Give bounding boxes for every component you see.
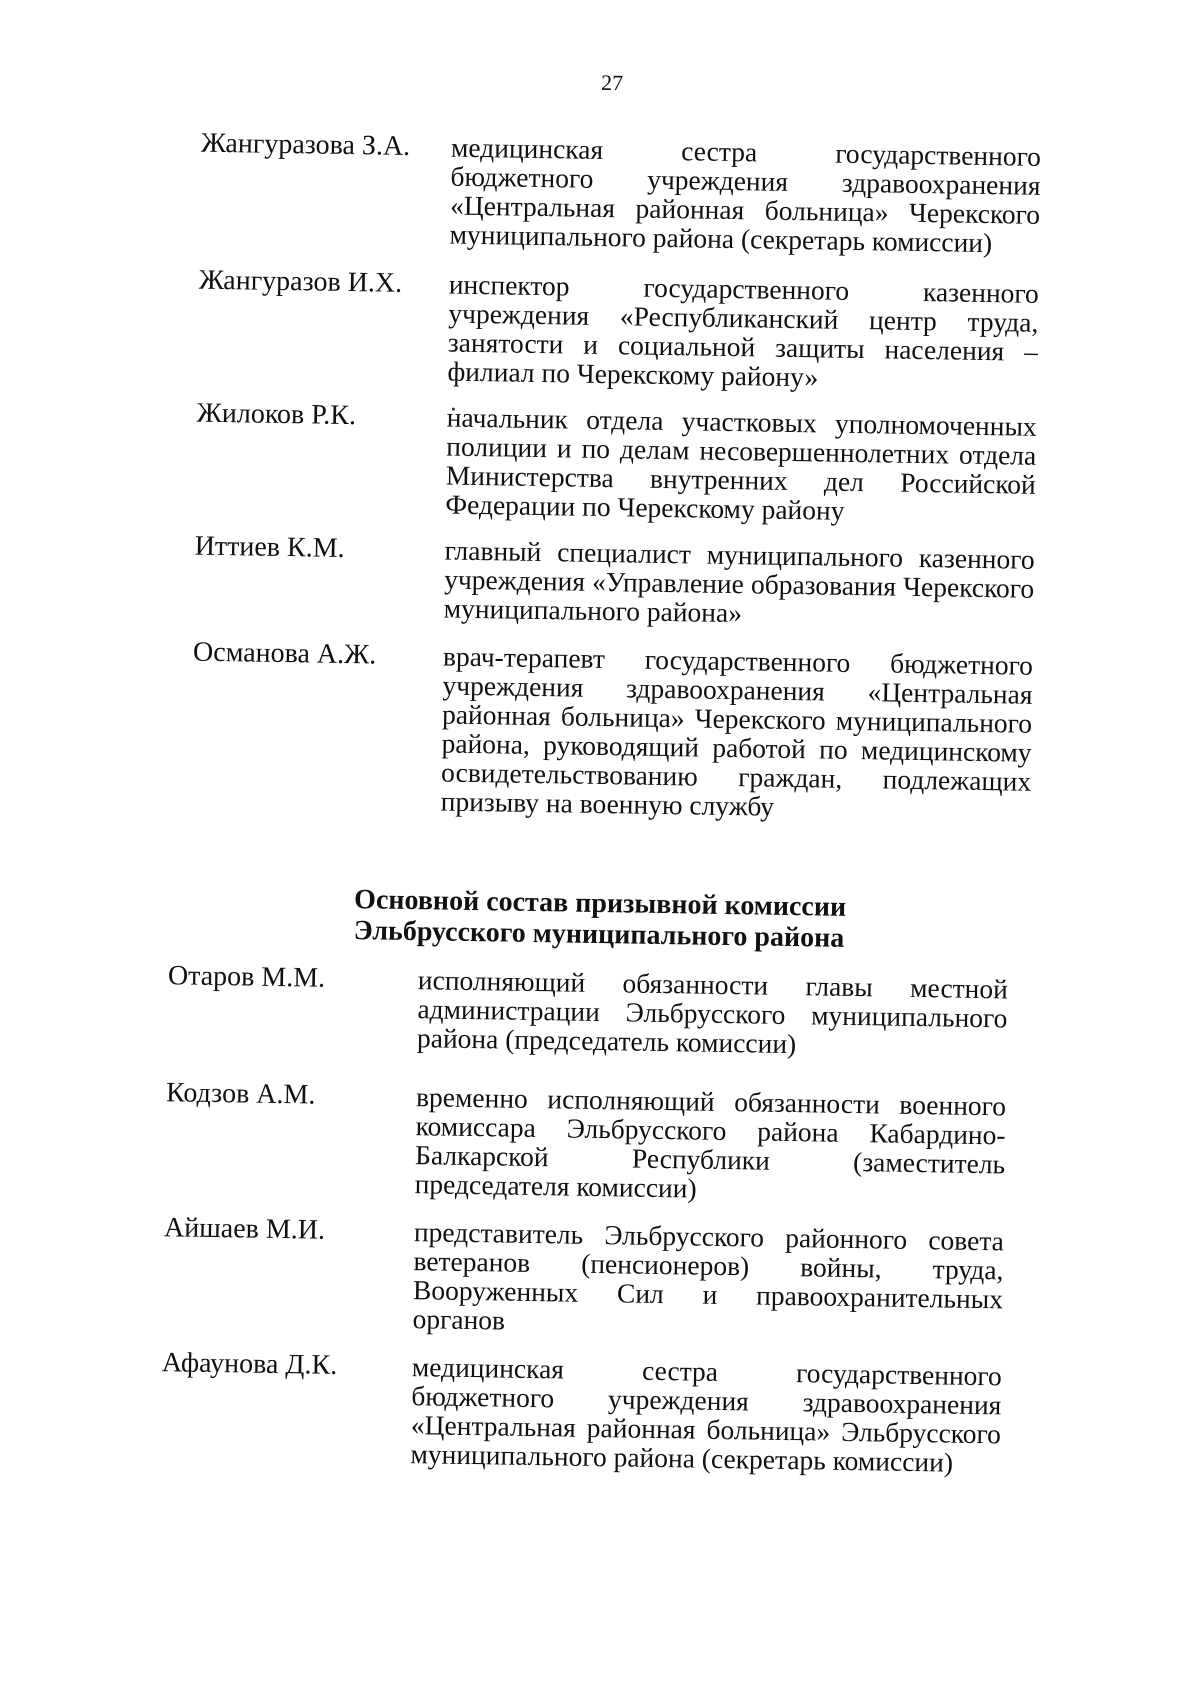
member-name: Отаров М.М. xyxy=(167,960,326,994)
page-number: 27 xyxy=(600,69,624,96)
member-role: инспектор государственного казенного учреждения «Республиканский центр труда, занятости и социальной защиты населения – филиал по Черекскому району» xyxy=(447,268,1040,393)
section-heading-line1: Основной состав призывной комиссии xyxy=(353,884,847,923)
member-name: Османова А.Ж. xyxy=(192,636,377,671)
member-name: Жилоков Р.К. xyxy=(196,397,357,432)
member-role: главный специалист муниципального казенного учреждения «Управление образования Черекского муниципального района» xyxy=(443,534,1035,629)
member-entry xyxy=(165,1078,1007,1207)
member-role: начальник отдела участковых уполномоченных полиции и по делам несовершеннолетних отдела Министерства внутренних дел Российской Федерации по Черекскому району xyxy=(445,401,1037,526)
member-name: Кодзов А.М. xyxy=(165,1077,316,1111)
member-role: врач-терапевт государственного бюджетного учреждения здравоохранения «Центральная районная больница» Черекского муниципального района, руководящий работой по медицинскому освидетельствованию граждан, подлежащих призыву на военную службу xyxy=(440,640,1034,822)
section-heading xyxy=(353,884,954,955)
section-heading-line2: Эльбрусского муниципального района xyxy=(353,915,845,954)
member-role: исполняющий обязанности главы местной администрации Эльбрусского муниципального района (председатель комиссии) xyxy=(416,964,1009,1060)
member-entry xyxy=(197,266,1039,395)
member-name: Айшаев М.И. xyxy=(163,1212,326,1246)
member-role: представитель Эльбрусского районного совета ветеранов (пенсионеров) войны, труда, Вооруженных Сил и правоохранительных органов xyxy=(412,1216,1005,1336)
member-name: Афаунова Д.К. xyxy=(161,1347,338,1381)
member-name: Жангуразова З.А. xyxy=(200,127,411,162)
member-entry xyxy=(191,638,1034,825)
member-entry xyxy=(194,532,1035,632)
member-entry xyxy=(199,129,1041,258)
member-entry xyxy=(167,961,1008,1061)
member-name: Иттиев К.М. xyxy=(194,530,345,564)
member-role: медицинская сестра государственного бюджетного учреждения здравоохранения «Центральная районная больница» Черекского муниципального района (секретарь комиссии) xyxy=(449,131,1042,259)
member-role: временно исполняющий обязанности военного комиссара Эльбрусского района Кабардино-Балкарской Республики (заместитель председателя комиссии) xyxy=(414,1081,1007,1204)
member-name: Жангуразов И.Х. xyxy=(198,264,403,299)
member-entry xyxy=(160,1348,1002,1477)
member-entry xyxy=(162,1213,1004,1342)
member-entry xyxy=(195,399,1037,528)
member-role: медицинская сестра государственного бюджетного учреждения здравоохранения «Центральная районная больница» Эльбрусского муниципального района (секретарь комиссии) xyxy=(410,1351,1003,1478)
